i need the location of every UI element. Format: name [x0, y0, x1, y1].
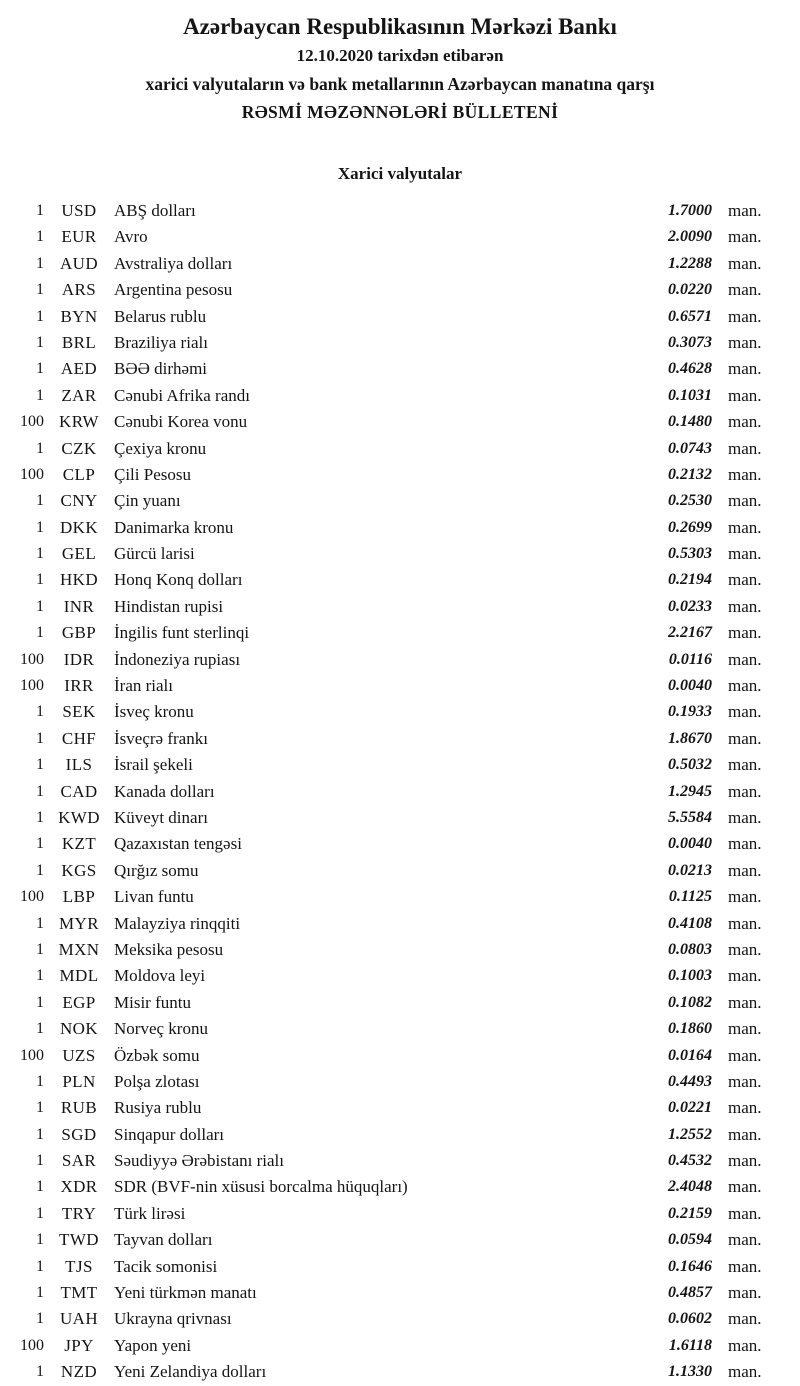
currency-code-cell: MDL — [59, 966, 99, 986]
rate-cell: 1.6118 — [668, 1336, 712, 1354]
rate-cell: 1.1330 — [668, 1363, 712, 1381]
quantity-cell: 100 — [20, 1336, 44, 1354]
rate-cell: 0.1480 — [668, 413, 712, 431]
currency-name-cell: Çexiya kronu — [114, 438, 207, 458]
currency-code-cell: ZAR — [61, 385, 97, 405]
unit-cell: man. — [728, 781, 762, 801]
currency-name-cell: Yeni Zelandiya dolları — [114, 1362, 267, 1382]
quantity-cell: 1 — [36, 914, 44, 932]
quantity-cell: 1 — [36, 624, 44, 642]
currency-row — [0, 409, 800, 435]
currency-row — [0, 1016, 800, 1042]
quantity-cell: 1 — [36, 228, 44, 246]
quantity-cell: 100 — [20, 650, 44, 668]
unit-cell: man. — [728, 385, 762, 405]
unit-cell: man. — [728, 1124, 762, 1144]
currency-name-cell: Malayziya rinqqiti — [114, 913, 241, 933]
currency-row — [0, 436, 800, 462]
unit-cell: man. — [728, 1045, 762, 1065]
currency-code-cell: MYR — [59, 913, 99, 933]
currency-row — [0, 1043, 800, 1069]
unit-cell: man. — [728, 201, 762, 220]
currency-code-cell: UZS — [62, 1045, 96, 1065]
rate-cell: 0.4493 — [668, 1072, 712, 1090]
currency-code-cell: CHF — [61, 728, 97, 748]
currency-name-cell: Səudiyyə Ərəbistanı rialı — [114, 1151, 284, 1171]
currency-code-cell: CLP — [62, 464, 96, 484]
bulletin-title: RƏSMİ MƏZƏNNƏLƏRİ BÜLLETENİ — [241, 102, 559, 122]
quantity-cell: 1 — [36, 1099, 44, 1117]
currency-code-cell: NZD — [60, 1362, 98, 1382]
quantity-cell: 1 — [36, 386, 44, 404]
currency-name-cell: Avro — [114, 227, 148, 247]
rate-cell: 0.2159 — [668, 1204, 712, 1222]
rate-cell: 0.6571 — [668, 307, 712, 325]
currency-row — [0, 1280, 800, 1306]
unit-cell: man. — [728, 438, 762, 458]
unit-cell: man. — [728, 807, 762, 827]
currency-code-cell: TWD — [59, 1230, 99, 1250]
effective-date-line: 12.10.2020 tarixdən etibarən — [296, 46, 504, 65]
currency-name-cell: Türk lirəsi — [114, 1203, 186, 1223]
currency-name-cell: Yeni türkmən manatı — [114, 1283, 257, 1303]
unit-cell: man. — [728, 253, 762, 273]
currency-name-cell: İsveç kronu — [114, 702, 194, 722]
quantity-cell: 1 — [36, 940, 44, 958]
quantity-cell: 1 — [36, 808, 44, 826]
quantity-cell: 1 — [36, 1125, 44, 1143]
rate-cell: 1.7000 — [668, 202, 712, 219]
rate-cell: 0.2194 — [668, 571, 712, 589]
currency-name-cell: Çin yuanı — [114, 491, 181, 511]
rate-cell: 0.2530 — [668, 492, 712, 510]
currency-code-cell: ARS — [61, 280, 97, 300]
currency-code-cell: KGS — [61, 860, 97, 880]
currency-name-cell: Avstraliya dolları — [114, 253, 233, 273]
rate-cell: 0.1031 — [668, 386, 712, 404]
unit-cell: man. — [728, 992, 762, 1012]
unit-cell: man. — [728, 702, 762, 722]
currency-code-cell: TRY — [61, 1203, 97, 1223]
currency-code-cell: UAH — [59, 1309, 99, 1329]
currency-row — [0, 277, 800, 303]
unit-cell: man. — [728, 1203, 762, 1223]
currency-code-cell: IRR — [64, 676, 94, 696]
currency-row — [0, 699, 800, 725]
rate-cell: 0.0116 — [668, 650, 712, 668]
currency-name-cell: Ukrayna qrivnası — [114, 1309, 232, 1329]
rate-cell: 0.0602 — [668, 1310, 712, 1328]
unit-cell: man. — [728, 280, 762, 300]
currency-code-cell: TJS — [65, 1256, 93, 1276]
currency-name-cell: Cənubi Afrika randı — [114, 385, 250, 405]
quantity-cell: 1 — [36, 202, 44, 219]
currency-name-cell: Qırğız somu — [114, 860, 199, 880]
currency-name-cell: ABŞ dolları — [114, 201, 196, 220]
currency-code-cell: AUD — [59, 253, 99, 273]
currency-row — [0, 1148, 800, 1174]
quantity-cell: 1 — [36, 360, 44, 378]
quantity-cell: 1 — [36, 281, 44, 299]
rate-cell: 0.1125 — [668, 888, 712, 906]
unit-cell: man. — [728, 544, 762, 564]
currency-name-cell: Norveç kronu — [114, 1019, 208, 1039]
currency-code-cell: MXN — [58, 939, 100, 959]
currency-name-cell: İsrail şekeli — [114, 755, 193, 775]
currency-rates-table — [0, 198, 800, 1386]
currency-row — [0, 647, 800, 673]
currency-code-cell: LBP — [62, 887, 96, 907]
currency-code-cell: KRW — [59, 412, 99, 432]
bulletin-subtitle: xarici valyutaların və bank metallarının Azərbaycan manatına qarşı — [145, 74, 655, 94]
quantity-cell: 1 — [36, 1363, 44, 1381]
quantity-cell: 1 — [36, 1178, 44, 1196]
rate-cell: 0.2132 — [668, 465, 712, 483]
currency-name-cell: Livan funtu — [114, 887, 194, 907]
unit-cell: man. — [728, 332, 762, 352]
currency-code-cell: JPY — [64, 1335, 94, 1355]
unit-cell: man. — [728, 1098, 762, 1118]
quantity-cell: 1 — [36, 1204, 44, 1222]
unit-cell: man. — [728, 676, 762, 696]
unit-cell: man. — [728, 623, 762, 643]
quantity-cell: 1 — [36, 1020, 44, 1038]
quantity-cell: 1 — [36, 1152, 44, 1170]
currency-name-cell: BƏƏ dirhəmi — [114, 359, 208, 379]
currency-row — [0, 752, 800, 778]
rate-cell: 0.0164 — [668, 1046, 712, 1064]
quantity-cell: 1 — [36, 492, 44, 510]
currency-name-cell: Rusiya rublu — [114, 1098, 202, 1118]
quantity-cell: 1 — [36, 333, 44, 351]
quantity-cell: 100 — [20, 465, 44, 483]
currency-code-cell: BYN — [60, 306, 98, 326]
currency-row — [0, 963, 800, 989]
currency-name-cell: Braziliya rialı — [114, 332, 208, 352]
currency-row — [0, 1201, 800, 1227]
currency-row — [0, 884, 800, 910]
quantity-cell: 1 — [36, 729, 44, 747]
unit-cell: man. — [728, 359, 762, 379]
rate-cell: 0.0040 — [668, 677, 712, 695]
currency-row — [0, 673, 800, 699]
currency-code-cell: KZT — [61, 834, 97, 854]
currency-row — [0, 251, 800, 277]
rate-cell: 0.1860 — [668, 1020, 712, 1038]
currency-row — [0, 937, 800, 963]
currency-name-cell: SDR (BVF-nin xüsusi borcalma hüquqları) — [114, 1177, 408, 1197]
currency-name-cell: Hindistan rupisi — [114, 596, 224, 616]
unit-cell: man. — [728, 728, 762, 748]
quantity-cell: 100 — [20, 413, 44, 431]
currency-name-cell: İngilis funt sterlinqi — [114, 623, 250, 643]
currency-code-cell: CNY — [60, 491, 98, 511]
quantity-cell: 100 — [20, 677, 44, 695]
bank-title: Azərbaycan Respublikasının Mərkəzi Bankı — [183, 14, 617, 39]
rate-cell: 1.2945 — [668, 782, 712, 800]
currency-row — [0, 911, 800, 937]
unit-cell: man. — [728, 227, 762, 247]
unit-cell: man. — [728, 412, 762, 432]
quantity-cell: 1 — [36, 439, 44, 457]
rate-cell: 1.2288 — [668, 254, 712, 272]
currency-row — [0, 224, 800, 250]
currency-name-cell: Honq Konq dolları — [114, 570, 243, 590]
rate-cell: 0.4628 — [668, 360, 712, 378]
currency-name-cell: Tacik somonisi — [114, 1256, 218, 1276]
currency-name-cell: Tayvan dolları — [114, 1230, 213, 1250]
quantity-cell: 1 — [36, 782, 44, 800]
quantity-cell: 1 — [36, 703, 44, 721]
rate-cell: 0.0233 — [668, 597, 712, 615]
unit-cell: man. — [728, 306, 762, 326]
unit-cell: man. — [728, 570, 762, 590]
currency-row — [0, 462, 800, 488]
rate-cell: 0.2699 — [668, 518, 712, 536]
unit-cell: man. — [728, 834, 762, 854]
unit-cell: man. — [728, 1335, 762, 1355]
rate-cell: 0.1082 — [668, 993, 712, 1011]
rate-cell: 0.4532 — [668, 1152, 712, 1170]
rate-cell: 0.3073 — [668, 333, 712, 351]
currency-row — [0, 620, 800, 646]
rate-cell: 1.2552 — [668, 1125, 712, 1143]
quantity-cell: 1 — [36, 1231, 44, 1249]
currency-row — [0, 1333, 800, 1359]
currency-code-cell: GEL — [61, 544, 97, 564]
rate-cell: 0.1646 — [668, 1257, 712, 1275]
unit-cell: man. — [728, 1071, 762, 1091]
currency-row — [0, 831, 800, 857]
currency-row — [0, 805, 800, 831]
quantity-cell: 1 — [36, 756, 44, 774]
quantity-cell: 1 — [36, 307, 44, 325]
currency-code-cell: SEK — [62, 702, 96, 722]
currency-code-cell: HKD — [59, 570, 99, 590]
rate-cell: 0.0213 — [668, 861, 712, 879]
currency-row — [0, 594, 800, 620]
currency-name-cell: Danimarka kronu — [114, 517, 234, 537]
currency-row — [0, 779, 800, 805]
currency-row — [0, 1095, 800, 1121]
rate-cell: 0.0221 — [668, 1099, 712, 1117]
currency-name-cell: Gürcü larisi — [114, 544, 195, 564]
currency-name-cell: İsveçrə frankı — [114, 728, 208, 748]
currency-code-cell: CZK — [61, 438, 97, 458]
currency-code-cell: XDR — [60, 1177, 98, 1197]
currency-row — [0, 1359, 800, 1385]
currency-name-cell: Çili Pesosu — [114, 464, 191, 484]
rate-cell: 2.0090 — [668, 228, 712, 246]
currency-row — [0, 726, 800, 752]
currency-name-cell: Meksika pesosu — [114, 939, 224, 959]
rate-cell: 2.4048 — [668, 1178, 712, 1196]
currency-code-cell: NOK — [59, 1019, 99, 1039]
rate-cell: 0.1933 — [668, 703, 712, 721]
currency-name-cell: Cənubi Korea vonu — [114, 412, 248, 432]
currency-row — [0, 383, 800, 409]
rate-cell: 0.5032 — [668, 756, 712, 774]
currency-code-cell: SGD — [61, 1124, 97, 1144]
currency-row — [0, 515, 800, 541]
currency-row — [0, 990, 800, 1016]
currency-name-cell: İndoneziya rupiası — [114, 649, 241, 669]
currency-name-cell: Özbək somu — [114, 1045, 200, 1065]
currency-code-cell: EUR — [61, 227, 97, 247]
unit-cell: man. — [728, 1256, 762, 1276]
unit-cell: man. — [728, 1019, 762, 1039]
rate-cell: 0.4108 — [668, 914, 712, 932]
currency-name-cell: Kanada dolları — [114, 781, 215, 801]
unit-cell: man. — [728, 1362, 762, 1382]
currency-row — [0, 304, 800, 330]
currency-row — [0, 1254, 800, 1280]
quantity-cell: 1 — [36, 1257, 44, 1275]
quantity-cell: 1 — [36, 835, 44, 853]
currency-code-cell: TMT — [60, 1283, 98, 1303]
unit-cell: man. — [728, 1230, 762, 1250]
unit-cell: man. — [728, 913, 762, 933]
unit-cell: man. — [728, 491, 762, 511]
rate-cell: 0.0743 — [668, 439, 712, 457]
currency-code-cell: ILS — [65, 755, 93, 775]
currency-row — [0, 1122, 800, 1148]
rate-cell: 0.0594 — [668, 1231, 712, 1249]
rate-cell: 0.1003 — [668, 967, 712, 985]
unit-cell: man. — [728, 755, 762, 775]
rate-cell: 0.4857 — [668, 1284, 712, 1302]
currency-name-cell: Argentina pesosu — [114, 280, 233, 300]
quantity-cell: 1 — [36, 1284, 44, 1302]
currency-code-cell: GBP — [61, 623, 97, 643]
quantity-cell: 1 — [36, 545, 44, 563]
quantity-cell: 1 — [36, 571, 44, 589]
currency-name-cell: Polşa zlotası — [114, 1071, 200, 1091]
unit-cell: man. — [728, 1283, 762, 1303]
unit-cell: man. — [728, 596, 762, 616]
currency-code-cell: USD — [61, 201, 97, 220]
currency-code-cell: AED — [60, 359, 98, 379]
currency-name-cell: İran rialı — [114, 676, 173, 696]
currency-row — [0, 1227, 800, 1253]
quantity-cell: 100 — [20, 1046, 44, 1064]
unit-cell: man. — [728, 1309, 762, 1329]
rate-cell: 0.0220 — [668, 281, 712, 299]
currency-row — [0, 1306, 800, 1332]
rate-cell: 0.0040 — [668, 835, 712, 853]
currency-name-cell: Misir funtu — [114, 992, 191, 1012]
unit-cell: man. — [728, 517, 762, 537]
quantity-cell: 1 — [36, 1072, 44, 1090]
currency-code-cell: PLN — [62, 1071, 96, 1091]
currency-code-cell: DKK — [59, 517, 99, 537]
quantity-cell: 1 — [36, 1310, 44, 1328]
currency-row — [0, 1174, 800, 1200]
currency-row — [0, 356, 800, 382]
currency-code-cell: INR — [63, 596, 95, 616]
currency-row — [0, 330, 800, 356]
rate-cell: 2.2167 — [668, 624, 712, 642]
currency-code-cell: EGP — [62, 992, 96, 1012]
currency-row — [0, 1069, 800, 1095]
quantity-cell: 1 — [36, 861, 44, 879]
section-title-foreign-currencies: Xarici valyutalar — [337, 164, 463, 183]
rate-cell: 0.0803 — [668, 940, 712, 958]
currency-code-cell: SAR — [61, 1151, 97, 1171]
currency-name-cell: Moldova leyi — [114, 966, 206, 986]
quantity-cell: 1 — [36, 518, 44, 536]
currency-row — [0, 488, 800, 514]
currency-code-cell: RUB — [60, 1098, 98, 1118]
unit-cell: man. — [728, 1151, 762, 1171]
currency-name-cell: Qazaxıstan tengəsi — [114, 834, 242, 854]
unit-cell: man. — [728, 1177, 762, 1197]
unit-cell: man. — [728, 860, 762, 880]
currency-row — [0, 198, 800, 224]
quantity-cell: 1 — [36, 967, 44, 985]
unit-cell: man. — [728, 966, 762, 986]
quantity-cell: 100 — [20, 888, 44, 906]
currency-name-cell: Yapon yeni — [114, 1335, 192, 1355]
unit-cell: man. — [728, 464, 762, 484]
rate-cell: 0.5303 — [668, 545, 712, 563]
rate-cell: 1.8670 — [668, 729, 712, 747]
currency-row — [0, 567, 800, 593]
quantity-cell: 1 — [36, 597, 44, 615]
unit-cell: man. — [728, 939, 762, 959]
quantity-cell: 1 — [36, 993, 44, 1011]
currency-code-cell: IDR — [63, 649, 95, 669]
currency-code-cell: KWD — [58, 807, 100, 827]
rate-cell: 5.5584 — [668, 808, 712, 826]
unit-cell: man. — [728, 649, 762, 669]
currency-name-cell: Belarus rublu — [114, 306, 207, 326]
currency-row — [0, 858, 800, 884]
currency-code-cell: CAD — [60, 781, 98, 801]
currency-row — [0, 541, 800, 567]
currency-code-cell: BRL — [61, 332, 97, 352]
quantity-cell: 1 — [36, 254, 44, 272]
currency-name-cell: Sinqapur dolları — [114, 1124, 225, 1144]
unit-cell: man. — [728, 887, 762, 907]
currency-name-cell: Küveyt dinarı — [114, 807, 208, 827]
